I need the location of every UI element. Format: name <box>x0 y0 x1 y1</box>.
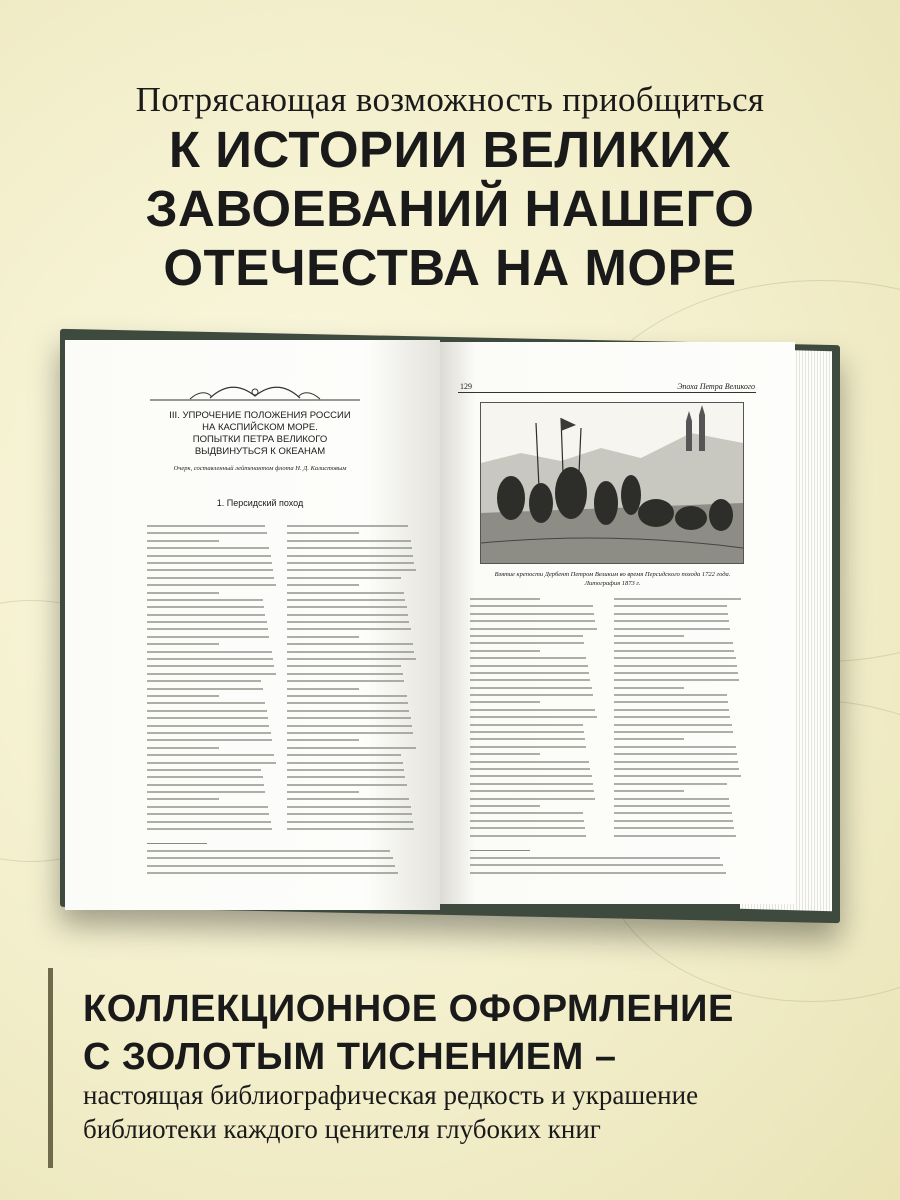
text-line <box>147 739 272 741</box>
text-line <box>614 812 732 814</box>
feature-title-line: С ЗОЛОТЫМ ТИСНЕНИЕМ – <box>83 1036 617 1078</box>
text-line <box>470 724 583 726</box>
text-line <box>470 628 597 630</box>
text-line <box>470 805 540 807</box>
text-line <box>287 614 408 616</box>
text-line <box>147 776 263 778</box>
text-line <box>470 798 595 800</box>
text-line <box>614 694 727 696</box>
text-line <box>614 598 741 600</box>
text-line <box>287 680 404 682</box>
text-line <box>147 584 276 586</box>
text-line <box>287 821 413 823</box>
text-line <box>287 739 359 741</box>
text-line <box>287 813 412 815</box>
text-line <box>470 635 583 637</box>
text-line <box>614 783 727 785</box>
text-line <box>287 702 408 704</box>
text-line <box>287 673 403 675</box>
book-right-page <box>440 342 795 904</box>
text-line <box>287 688 359 690</box>
text-line <box>147 762 276 764</box>
chapter-title-line: НА КАСПИЙСКОМ МОРЕ. <box>202 422 318 433</box>
text-line <box>287 636 359 638</box>
text-line <box>147 754 274 756</box>
text-line <box>470 820 584 822</box>
text-line <box>287 606 407 608</box>
text-line <box>287 776 405 778</box>
chapter-title-line: ПОПЫТКИ ПЕТРА ВЕЛИКОГО <box>192 434 328 445</box>
text-line <box>147 710 267 712</box>
text-line <box>287 665 401 667</box>
text-line <box>287 710 409 712</box>
text-line <box>147 702 265 704</box>
text-line <box>287 754 401 756</box>
battle-engraving-illustration <box>480 402 744 564</box>
text-line <box>147 621 267 623</box>
text-line <box>287 784 407 786</box>
text-line <box>614 798 729 800</box>
text-line <box>287 769 404 771</box>
text-line <box>614 635 684 637</box>
text-line <box>614 835 736 837</box>
text-line <box>470 716 597 718</box>
text-line <box>147 540 219 542</box>
text-line <box>147 592 219 594</box>
caption-line: Взятие крепости Дербент Петром Великим во время Персидского похода 1722 года. <box>494 571 731 578</box>
text-line <box>470 620 595 622</box>
text-line <box>147 628 268 630</box>
text-line <box>147 865 395 867</box>
text-line <box>147 658 273 660</box>
text-line <box>287 532 359 534</box>
text-line <box>147 577 274 579</box>
text-line <box>614 716 730 718</box>
footnote-rule <box>147 843 207 844</box>
text-line <box>287 791 359 793</box>
text-line <box>147 525 265 527</box>
text-line <box>614 724 732 726</box>
text-line <box>470 768 590 770</box>
footnotes <box>470 857 742 879</box>
text-column <box>614 598 742 842</box>
text-line <box>287 725 412 727</box>
text-line <box>147 532 267 534</box>
text-line <box>147 798 219 800</box>
text-line <box>470 872 726 874</box>
text-line <box>287 732 413 734</box>
text-line <box>470 835 586 837</box>
text-line <box>287 577 401 579</box>
text-line <box>287 762 403 764</box>
text-line <box>470 857 720 859</box>
text-line <box>147 643 219 645</box>
text-line <box>147 791 265 793</box>
text-line <box>287 547 412 549</box>
chapter-subtitle: Очерк, составленный лейтенантом флота Н. Д. Калистовым <box>173 465 347 472</box>
text-line <box>470 775 592 777</box>
headline-line: ОТЕЧЕСТВА НА МОРЕ <box>163 239 737 296</box>
text-line <box>614 650 734 652</box>
text-line <box>147 636 269 638</box>
text-line <box>147 784 264 786</box>
text-line <box>147 569 273 571</box>
text-line <box>147 599 263 601</box>
text-line <box>470 657 586 659</box>
book-left-page <box>65 340 440 910</box>
text-line <box>614 679 739 681</box>
text-line <box>287 651 414 653</box>
text-line <box>470 709 595 711</box>
chapter-title-line: III. УПРОЧЕНИЕ ПОЛОЖЕНИЯ РОССИИ <box>169 410 351 421</box>
text-line <box>470 738 585 740</box>
text-line <box>287 658 416 660</box>
text-line <box>470 783 593 785</box>
text-line <box>147 717 268 719</box>
section-title: 1. Персидский поход <box>216 498 304 508</box>
text-line <box>147 806 268 808</box>
text-line <box>287 747 416 749</box>
text-line <box>614 790 684 792</box>
feature-title-line: КОЛЛЕКЦИОННОЕ ОФОРМЛЕНИЕ <box>83 988 734 1030</box>
text-column <box>470 598 598 842</box>
text-line <box>287 569 416 571</box>
caption-line: Литография 1873 г. <box>584 580 641 587</box>
text-line <box>470 812 583 814</box>
promo-headline <box>0 120 900 297</box>
text-line <box>470 827 585 829</box>
text-line <box>287 695 407 697</box>
text-line <box>147 695 219 697</box>
feature-body <box>83 1078 698 1146</box>
footnotes <box>147 850 417 880</box>
text-line <box>470 642 584 644</box>
text-line <box>614 768 739 770</box>
text-line <box>147 850 390 852</box>
text-line <box>287 540 411 542</box>
text-line <box>470 864 723 866</box>
text-line <box>147 857 393 859</box>
text-line <box>614 620 729 622</box>
text-line <box>614 687 684 689</box>
text-line <box>614 827 734 829</box>
feature-body-line: библиотеки каждого ценителя глубоких книг <box>83 1114 601 1144</box>
page-number: 129 <box>460 382 472 391</box>
illustration-caption <box>470 570 755 588</box>
text-line <box>614 642 733 644</box>
text-line <box>614 709 729 711</box>
text-line <box>147 769 261 771</box>
text-line <box>287 621 409 623</box>
text-line <box>614 628 730 630</box>
feature-title <box>83 985 734 1081</box>
text-line <box>147 732 271 734</box>
text-line <box>470 679 590 681</box>
text-line <box>470 605 593 607</box>
running-head-rule <box>458 392 756 393</box>
text-line <box>614 820 733 822</box>
text-line <box>287 555 413 557</box>
text-line <box>470 753 540 755</box>
text-line <box>470 731 584 733</box>
text-line <box>147 821 271 823</box>
text-line <box>470 746 586 748</box>
feature-body-line: настоящая библиографическая редкость и украшение <box>83 1080 699 1110</box>
text-line <box>147 813 269 815</box>
text-line <box>147 872 398 874</box>
text-line <box>470 598 540 600</box>
ornament-icon <box>150 384 360 404</box>
text-line <box>470 672 589 674</box>
text-line <box>614 746 736 748</box>
text-line <box>287 806 411 808</box>
text-line <box>147 688 263 690</box>
text-line <box>287 628 411 630</box>
headline-line: К ИСТОРИИ ВЕЛИКИХ <box>168 121 732 178</box>
text-line <box>614 738 684 740</box>
text-line <box>470 687 592 689</box>
text-line <box>470 665 588 667</box>
text-line <box>147 562 272 564</box>
text-line <box>147 725 269 727</box>
text-line <box>614 701 728 703</box>
text-line <box>147 680 261 682</box>
chapter-title-line: ВЫДВИНУТЬСЯ К ОКЕАНАМ <box>194 446 326 457</box>
promo-subhead: Потрясающая возможность приобщиться <box>135 80 765 119</box>
text-line <box>147 614 265 616</box>
text-line <box>147 651 272 653</box>
running-head: Эпоха Петра Великого <box>677 382 755 391</box>
text-line <box>287 592 404 594</box>
text-line <box>470 790 594 792</box>
text-line <box>287 828 414 830</box>
text-line <box>614 672 738 674</box>
footnote-rule <box>470 850 530 851</box>
text-line <box>147 665 274 667</box>
accent-bar <box>48 968 53 1168</box>
text-line <box>614 605 727 607</box>
text-line <box>147 828 272 830</box>
text-line <box>614 657 736 659</box>
text-line <box>147 747 219 749</box>
text-line <box>470 761 589 763</box>
text-line <box>614 775 741 777</box>
text-column <box>147 525 277 835</box>
text-line <box>147 606 264 608</box>
chapter-title <box>135 410 385 458</box>
text-line <box>147 555 271 557</box>
text-line <box>470 694 593 696</box>
text-line <box>614 753 737 755</box>
text-line <box>614 731 733 733</box>
text-line <box>287 562 414 564</box>
text-line <box>614 613 728 615</box>
text-line <box>470 613 594 615</box>
text-line <box>147 547 269 549</box>
text-line <box>614 665 737 667</box>
text-line <box>287 599 405 601</box>
text-line <box>470 701 540 703</box>
text-line <box>614 805 730 807</box>
text-line <box>287 525 408 527</box>
text-line <box>147 673 276 675</box>
text-line <box>287 798 409 800</box>
text-line <box>287 643 413 645</box>
text-line <box>287 717 411 719</box>
text-column <box>287 525 417 835</box>
headline-line: ЗАВОЕВАНИЙ НАШЕГО <box>145 180 755 237</box>
text-line <box>614 761 738 763</box>
text-line <box>470 650 540 652</box>
text-line <box>287 584 359 586</box>
